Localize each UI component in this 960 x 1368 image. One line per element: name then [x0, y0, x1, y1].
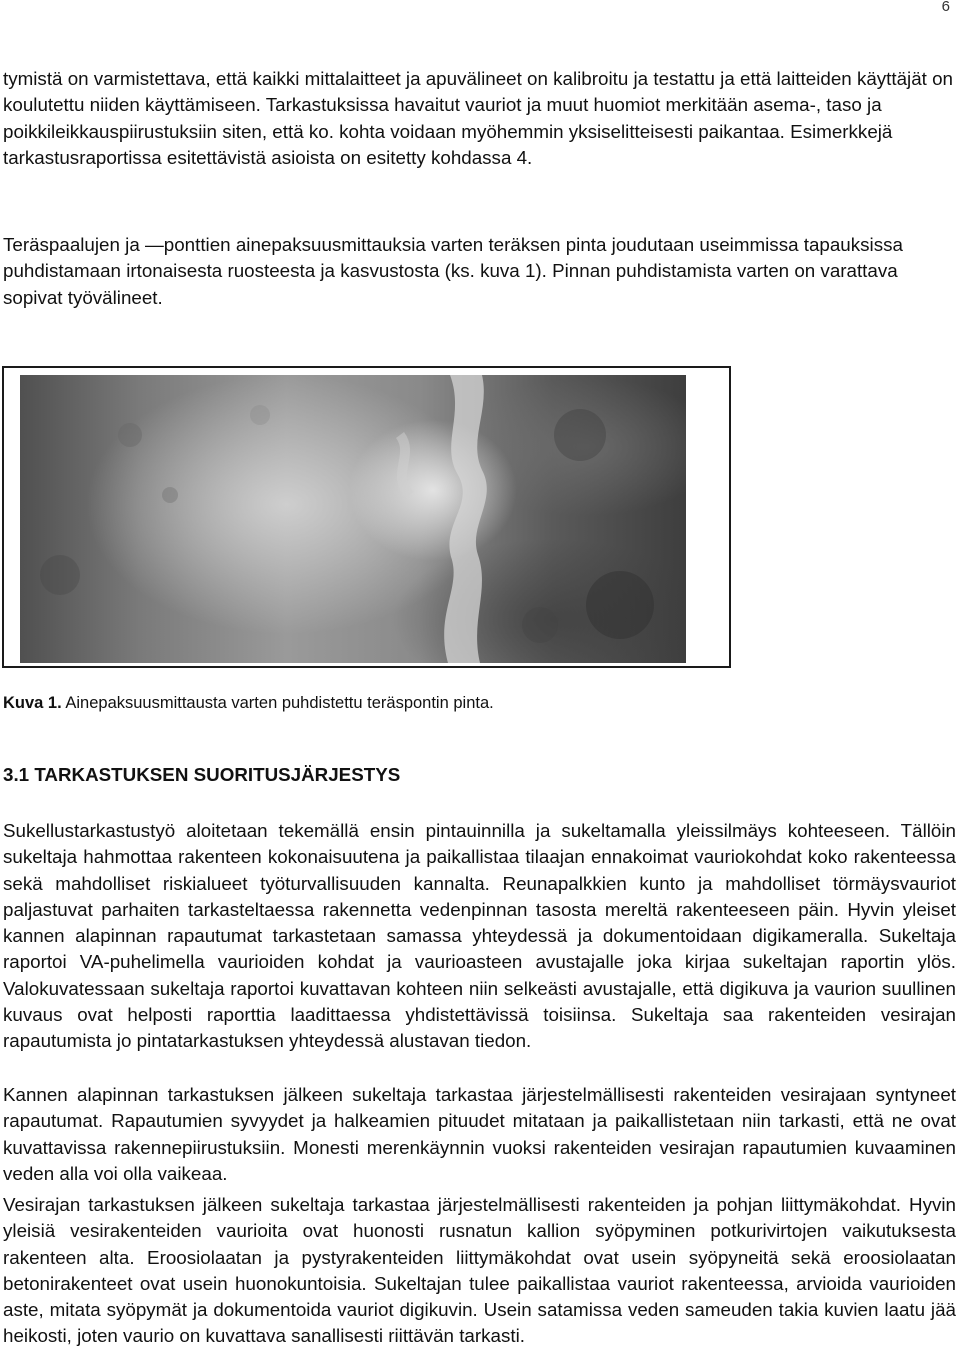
paragraph-deck-underside: Kannen alapinnan tarkastuksen jälkeen sukeltaja tarkastaa järjestelmällisesti rakenteiden vesirajaan syntyneet rapautumat. Rapautumien syvyydet ja halkeamien pituudet mitataan ja paikallistetaan niin tarkasti, että ne ovat kuvattavissa rakennepiirustuksiin. Monesti merenkäynnin vuoksi rakenteiden vesirajan rapautumien kuvaaminen veden alla voi olla vaikeaa.: [3, 1084, 956, 1184]
figure-caption-text: Ainepaksuusmittausta varten puhdistettu teräspontin pinta.: [61, 694, 494, 712]
figure-frame: [2, 366, 731, 668]
figure-caption: [3, 692, 494, 714]
paragraph-procedure: Sukellustarkastustyö aloitetaan tekemällä ensin pintauinnilla ja sukeltamalla yleissilmäys kohteeseen. Tällöin sukeltaja hahmottaa rakenteen kokonaisuutena ja paikallistaa tilaajan ennakoimat vauriokohdat koko rakenteessa sekä mahdolliset riskialueet työturvallisuuden kannalta. Reunapalkkien kunto ja mahdolliset törmäysvauriot paljastuvat parhaiten tarkasteltaessa rakennetta vedenpinnan tasosta mereltä rakenteeseen päin. Hyvin yleiset kannen alapinnan rapautumat tarkastetaan samassa yhteydessä ja dokumentoidaan digikameralla. Sukeltaja raportoi VA-puhelimella vaurioiden kohdat ja vaurioasteen avustajalle joka kirjaa sukeltajan raportin ylös. Valokuvatessaan sukeltaja raportoi kuvattavan kohteen niin selkeästi avustajalle, että digikuva ja vaurion suullinen kuvaus ovat helposti raporttia laadittaessa yhdistettävissä toisiinsa. Sukeltaja saa rakenteiden vesirajan rapautumista jo pintatarkastuksen yhteydessä alustavan tiedon.: [3, 820, 956, 1052]
section-heading: 3.1 TARKASTUKSEN SUORITUSJÄRJESTYS: [3, 764, 401, 785]
paragraph-waterline: Vesirajan tarkastuksen jälkeen sukeltaja tarkastaa järjestelmällisesti rakenteiden ja pohjan liittymäkohdat. Hyvin yleisiä vesirakenteiden vaurioita ovat huonosti rusnatun kallion syöpyminen potkurivirtojen vaikutuksesta rakenteen alta. Eroosiolaatan ja pystyrakenteiden liittymäkohdat ovat usein syöpyneitä sekä eroosiolaatan betonirakenteet ovat usein huonokuntoisia. Sukeltajan tulee paikallistaa vauriot rakenteessa, arvioida vaurioiden aste, mitata syöpymät ja dokumentoida vauriot digikuvin. Usein satamissa veden sameuden takia kuvien laatu jää heikosti, joten vaurio on kuvattava sanallisesti riittävän tarkasti.: [3, 1194, 956, 1347]
paragraph-cleaning: Teräspaalujen ja —ponttien ainepaksuusmittauksia varten teräksen pinta joudutaan useimmissa tapauksissa puhdistamaan irtonaisesta ruosteesta ja kasvustosta (ks. kuva 1). Pinnan puhdistamista varten on varattava sopivat työvälineet.: [3, 234, 903, 308]
paragraph-intro: tymistä on varmistettava, että kaikki mittalaitteet ja apuvälineet on kalibroitu ja testattu ja että laitteiden käyttäjät on koulutettu niiden käyttämiseen. Tarkastuksissa havaitut vauriot ja muut huomiot merkitään asema-, taso ja poikkileikkauspiirustuksiin siten, että ko. kohta voidaan myöhemmin yksiselitteisesti paikantaa. Esimerkkejä tarkastusraportissa esitettävistä asioista on esitetty kohdassa 4.: [3, 68, 953, 168]
page-number: 6: [941, 0, 950, 15]
photo-texture: [20, 375, 686, 663]
figure-caption-label: Kuva 1.: [3, 694, 62, 712]
steel-surface-photo: [20, 375, 686, 663]
